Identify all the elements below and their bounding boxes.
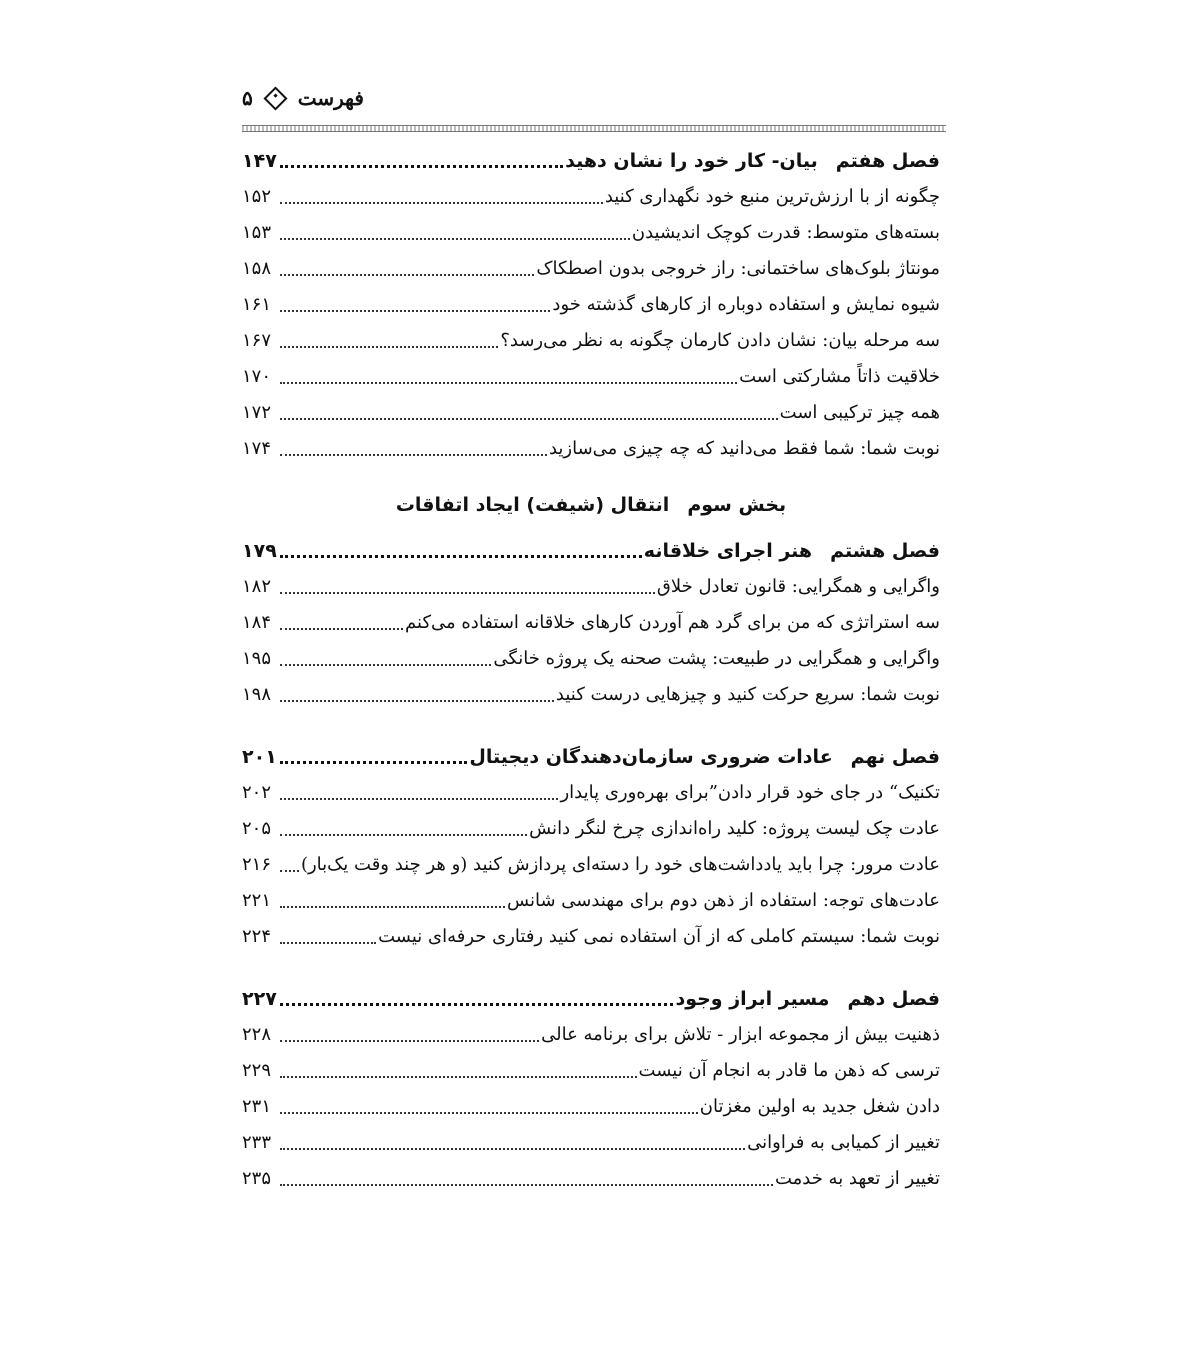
toc-entry[interactable] <box>242 215 940 251</box>
toc-entry[interactable] <box>242 359 940 395</box>
entry-title: شیوه نمایش و استفاده دوباره از کارهای گذشته خود <box>552 294 940 315</box>
chapter-label: فصل هفتم <box>835 150 940 172</box>
part-heading[interactable] <box>242 487 940 523</box>
page-number: ۱۸۲ <box>242 576 272 597</box>
page-number: ۲۳۱ <box>242 1096 272 1117</box>
chapter-10 <box>242 981 940 1197</box>
toc-entry[interactable] <box>242 323 940 359</box>
dot-leader <box>280 1076 637 1078</box>
header-title: فهرست <box>297 86 364 110</box>
dot-leader <box>280 834 527 836</box>
page-number: ۲۲۷ <box>242 988 277 1010</box>
page-number: ۲۲۸ <box>242 1024 272 1045</box>
toc-entry[interactable] <box>242 287 940 323</box>
page-number: ۱۵۲ <box>242 186 272 207</box>
diamond-icon <box>263 86 287 110</box>
dot-leader <box>280 628 403 630</box>
entry-title: تکنیک“ در جای خود قرار دادن”برای بهره‌وری پایدار <box>560 782 940 803</box>
chapter-label: فصل نهم <box>850 746 940 768</box>
page-number: ۱۸۴ <box>242 612 272 633</box>
chapter-title: عادات ضروری سازمان‌دهندگان دیجیتال <box>469 746 833 768</box>
dot-leader <box>280 274 534 276</box>
part-title: انتقال (شیفت) ایجاد اتفاقات <box>395 494 670 516</box>
entry-title: ترسی که ذهن ما قادر به انجام آن نیست <box>638 1060 940 1081</box>
entry-title: تغییر از کمیابی به فراوانی <box>747 1132 940 1153</box>
page-number: ۱۹۵ <box>242 648 272 669</box>
dot-leader <box>280 906 505 908</box>
chapter-heading[interactable] <box>242 143 940 179</box>
dot-leader <box>280 761 467 764</box>
dot-leader <box>280 664 491 666</box>
entry-title: مونتاژ بلوک‌های ساختمانی: راز خروجی بدون اصطکاک <box>536 258 940 279</box>
page-number: ۲۰۱ <box>242 746 277 768</box>
page-number: ۲۳۵ <box>242 1168 272 1189</box>
toc-entry[interactable] <box>242 1161 940 1197</box>
entry-title: تغییر از تعهد به خدمت <box>774 1168 940 1189</box>
chapter-heading[interactable] <box>242 739 940 775</box>
page-number: ۲۲۴ <box>242 926 272 947</box>
dot-leader <box>280 1003 673 1006</box>
page-number: ۲۲۹ <box>242 1060 272 1081</box>
header-rule <box>242 125 946 132</box>
page-number: ۱۷۰ <box>242 366 272 387</box>
entry-title: بسته‌های متوسط: قدرت کوچک اندیشیدن <box>631 222 940 243</box>
page-number: ۱۹۸ <box>242 684 272 705</box>
entry-title: خلاقیت ذاتاً مشارکتی است <box>739 366 940 387</box>
entry-title: دادن شغل جدید به اولین مغزتان <box>699 1096 940 1117</box>
chapter-title: مسیر ابراز وجود <box>675 988 830 1010</box>
dot-leader <box>280 418 778 420</box>
dot-leader <box>280 1184 773 1186</box>
entry-title: سه استراتژی که من برای گرد هم آوردن کارهای خلاقانه استفاده می‌کنم <box>405 612 940 633</box>
entry-title: چگونه از با ارزش‌ترین منبع خود نگهداری کنید <box>604 186 940 207</box>
dot-leader <box>280 238 630 240</box>
header-page-number: ۵ <box>242 86 253 110</box>
dot-leader <box>280 1148 745 1150</box>
page-number: ۱۴۷ <box>242 150 277 172</box>
toc-entry[interactable] <box>242 1017 940 1053</box>
page-number: ۱۶۱ <box>242 294 272 315</box>
toc-entry[interactable] <box>242 641 940 677</box>
chapter-7 <box>242 143 940 467</box>
page-number: ۱۷۴ <box>242 438 272 459</box>
dot-leader <box>280 346 498 348</box>
entry-title: نوبت شما: سیستم کاملی که از آن استفاده نمی کنید رفتاری حرفه‌ای نیست <box>378 926 940 947</box>
toc-entry[interactable] <box>242 847 940 883</box>
dot-leader <box>280 1112 698 1114</box>
page-number: ۲۳۳ <box>242 1132 272 1153</box>
entry-title: همه چیز ترکیبی است <box>779 402 940 423</box>
page-number: ۲۱۶ <box>242 854 272 875</box>
entry-title: عادت‌های توجه: استفاده از ذهن دوم برای مهندسی شانس <box>507 890 940 911</box>
part-label: بخش سوم <box>687 494 787 516</box>
toc-entry[interactable] <box>242 1125 940 1161</box>
dot-leader <box>280 454 547 456</box>
page-number: ۱۷۲ <box>242 402 272 423</box>
chapter-title: بیان- کار خود را نشان دهید <box>565 150 818 172</box>
entry-title: عادت مرور: چرا باید یادداشت‌های خود را دسته‌ای پردازش کنید (و هر چند وقت یک‌بار) <box>300 854 940 875</box>
chapter-title: هنر اجرای خلاقانه <box>643 540 813 562</box>
dot-leader <box>280 1040 539 1042</box>
running-header <box>242 86 364 110</box>
toc-entry[interactable] <box>242 179 940 215</box>
toc-entry[interactable] <box>242 251 940 287</box>
entry-title: نوبت شما: سریع حرکت کنید و چیزهایی درست کنید <box>555 684 940 705</box>
dot-leader <box>280 202 603 204</box>
page-number: ۱۶۷ <box>242 330 272 351</box>
toc-entry[interactable] <box>242 919 940 955</box>
toc-entry[interactable] <box>242 1089 940 1125</box>
chapter-heading[interactable] <box>242 981 940 1017</box>
entry-title: واگرایی و همگرایی در طبیعت: پشت صحنه یک پروژه خانگی <box>493 648 940 669</box>
chapter-9 <box>242 739 940 955</box>
dot-leader <box>280 382 737 384</box>
page-number: ۱۵۸ <box>242 258 272 279</box>
chapter-label: فصل دهم <box>847 988 940 1010</box>
toc-entry[interactable] <box>242 677 940 713</box>
entry-title: نوبت شما: شما فقط می‌دانید که چه چیزی می‌سازید <box>548 438 940 459</box>
toc-entry[interactable] <box>242 605 940 641</box>
toc-entry[interactable] <box>242 1053 940 1089</box>
dot-leader <box>280 165 563 168</box>
entry-title: واگرایی و همگرایی: قانون تعادل خلاق <box>656 576 940 597</box>
entry-title: عادت چک لیست پروژه: کلید راه‌اندازی چرخ لنگر دانش <box>529 818 940 839</box>
table-of-contents <box>242 143 940 1223</box>
page-number: ۲۰۵ <box>242 818 272 839</box>
dot-leader <box>280 592 655 594</box>
dot-leader <box>280 798 558 800</box>
entry-title: ذهنیت بیش از مجموعه ابزار - تلاش برای برنامه عالی <box>541 1024 940 1045</box>
page-number: ۲۰۲ <box>242 782 272 803</box>
dot-leader <box>280 310 550 312</box>
chapter-label: فصل هشتم <box>830 540 940 562</box>
chapter-8 <box>242 533 940 713</box>
dot-leader <box>280 555 642 558</box>
chapter-heading[interactable] <box>242 533 940 569</box>
toc-entry[interactable] <box>242 883 940 919</box>
toc-entry[interactable] <box>242 395 940 431</box>
page-number: ۱۵۳ <box>242 222 272 243</box>
toc-entry[interactable] <box>242 431 940 467</box>
toc-entry[interactable] <box>242 775 940 811</box>
dot-leader <box>280 942 376 944</box>
page-number: ۲۲۱ <box>242 890 272 911</box>
toc-entry[interactable] <box>242 569 940 605</box>
dot-leader <box>280 700 554 702</box>
entry-title: سه مرحله بیان: نشان دادن کارمان چگونه به نظر می‌رسد؟ <box>500 330 940 351</box>
page-number: ۱۷۹ <box>242 540 277 562</box>
dot-leader <box>280 870 299 872</box>
toc-entry[interactable] <box>242 811 940 847</box>
